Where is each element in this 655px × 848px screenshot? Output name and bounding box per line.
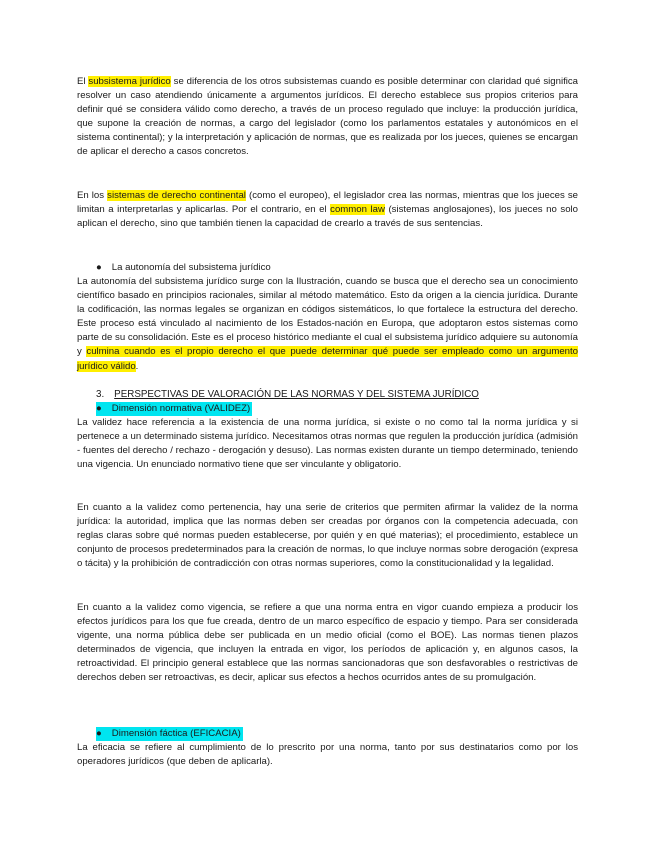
bullet-validez [96,402,252,416]
section-title: PERSPECTIVAS DE VALORACIÓN DE LAS NORMAS Y DEL SISTEMA JURÍDICO [114,389,479,400]
text-run: . [135,360,139,372]
paragraph-subsistema [77,75,578,160]
text-run: (sistemas anglosajones), los jueces no solo aplican el derecho, sino que también tienen la capacidad de crearlo a través de sus sentencias. [77,204,578,230]
paragraph-validez: La validez hace referencia a la existencia de una norma jurídica, si existe o no como tal la norma jurídica y si pertenece a un determinado sistema jurídico. Necesitamos otras normas que regulen la producción jurídica (admisión - fuentes del derecho / rechazo - derogación y desuso). Las normas existen durante un tiempo determinado, teniendo una vigencia. Un enunciado normativo tiene que ser vinculante y obligatorio. [77,417,578,471]
highlight-culmina: culmina cuando es el propio derecho el que puede determinar qué puede ser empleado como un argumento jurídico válido [77,346,578,372]
text-run: se diferencia de los otros subsistemas cuando es posible determinar con claridad qué significa resolver un caso atendiendo únicamente a argumentos jurídicos. El derecho establece sus propios criterios para definir qué se considera válido como derecho, a través de un proceso regulado que incluye: la producción jurídica, que supone la creación de normas, a cargo del legislador (como los parlamentos estatales y autonómicos en el sistema continental); y la interpretación y aplicación de normas, que es realizada por los jueces, quienes se encargan de aplicar el derecho a casos concretos. [77,76,578,158]
section-number: 3. [96,389,105,400]
bullet-label: Dimensión normativa (VALIDEZ) [111,403,251,414]
text-run: El [77,76,89,87]
text-run: En los [77,190,108,201]
text-run: (como el europeo), el legislador crea las normas, mientras que los jueces se limitan a interpretarlas y aplicarlas. Por el contrario, en el [77,190,578,216]
bullet-marker: ● [96,403,102,414]
bullet-eficacia [96,727,243,741]
bullet-label: Dimensión fáctica (EFICACIA) [111,728,241,739]
section-heading [96,388,479,402]
bullet-autonomia [96,261,271,275]
text-run: La autonomía del subsistema jurídico surge con la Ilustración, cuando se busca que el derecho sea un conocimiento científico basado en principios racionales, similar al método matemático. Esto da origen a la ciencia jurídica. Durante la codificación, las normas legales se organizan en códigos sistemáticos, lo que fortalece la estructura del derecho. Este proceso está vinculado al nacimiento de los Estados-nación en Europa, que adoptaron estos sistemas como parte de su consolidación. Este es el proceso histórico mediante el cual el subsistema jurídico adquiere su autonomía y [77,276,578,358]
bullet-marker: ● [96,728,102,739]
highlight-subsistema-juridico: subsistema jurídico [88,76,171,87]
paragraph-vigencia: En cuanto a la validez como vigencia, se refiere a que una norma entra en vigor cuando empieza a producir los efectos jurídicos para los que fue creada, dentro de un marco específico de espacio y tiempo. Para ser considerada vigente, una norma pública debe ser publicada en un medio oficial (como el BOE). Las normas tienen plazos determinados de vigencia, que incluyen la entrada en vigor, los períodos de aplicación y, en algunos casos, la retroactividad. El principio general establece que las normas sancionadoras que son desfavorables o restrictivas de derechos deben ser retroactivas, es decir, aplicar sus efectos a hechos ocurridos antes de su promulgación. [77,602,578,684]
bullet-marker: ● [96,262,102,273]
paragraph-sistemas [77,189,578,231]
paragraph-autonomia [77,275,578,374]
highlight-derecho-continental: sistemas de derecho continental [107,190,246,201]
highlight-common-law: common law [330,204,385,216]
paragraph-eficacia: La eficacia se refiere al cumplimiento de lo prescrito por una norma, tanto por sus destinatarios como por los operadores jurídicos (que deben de aplicarla). [77,742,578,768]
bullet-label: La autonomía del subsistema jurídico [111,262,271,273]
paragraph-pertenencia: En cuanto a la validez como pertenencia, hay una serie de criterios que permiten afirmar la validez de la norma jurídica: la autoridad, implica que las normas deben ser creadas por órganos con la competencia adecuada, con reglas claras sobre qué normas pueden establecerse, por quién y en qué materias); el procedimiento, establece un conjunto de procesos predeterminados para la creación de normas, lo que incluye normas sobre derogación (expresa o tácita) y la prohibición de contradicción con otras normas superiores, como la constitucionalidad y la legalidad. [77,502,578,570]
